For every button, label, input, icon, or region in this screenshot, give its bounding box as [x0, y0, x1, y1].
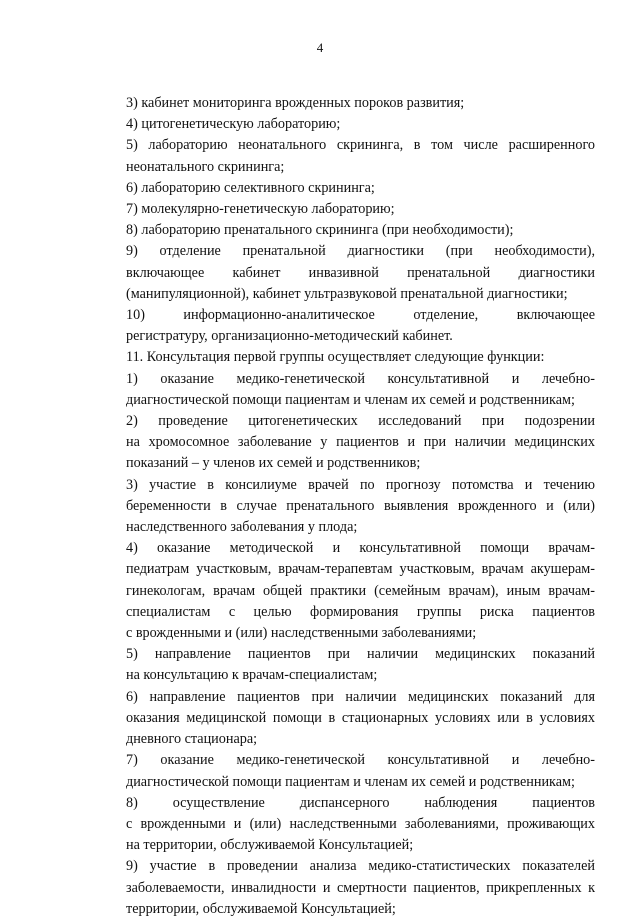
paragraph: [90, 856, 595, 920]
paragraph: [90, 178, 595, 199]
paragraph: [90, 644, 595, 686]
paragraph: [90, 347, 595, 368]
paragraph: [90, 475, 595, 539]
paragraph: [90, 369, 595, 411]
paragraph: [90, 114, 595, 135]
text-line: 3) участие в консилиуме врачей по прогнозу потомства и течению: [126, 476, 595, 493]
text-line: 5) лабораторию неонатального скрининга, в том числе расширенного: [126, 137, 595, 154]
document-body: [90, 93, 595, 920]
text-line: 4) оказание методической и консультативной помощи врачам-: [126, 540, 595, 557]
text-line: 8) осуществление диспансерного наблюдения пациентов: [126, 794, 595, 811]
text-line: территории, обслуживаемой Консультацией;: [126, 900, 396, 917]
paragraph: [90, 305, 595, 347]
text-line: на хромосомное заболевание у пациентов и при наличии медицинских: [126, 434, 595, 451]
text-line: 7) молекулярно-генетическую лабораторию;: [126, 201, 395, 218]
text-line: с врожденными и (или) наследственными заболеваниями, проживающих: [126, 815, 595, 832]
paragraph: [90, 241, 595, 305]
text-line: 3) кабинет мониторинга врожденных пороков развития;: [126, 95, 465, 111]
text-line: с врожденными и (или) наследственными заболеваниями;: [126, 625, 477, 642]
paragraph: [90, 687, 595, 751]
paragraph: [90, 199, 595, 220]
paragraph: [90, 793, 595, 857]
text-line: 7) оказание медико-генетической консультативной и лечебно-: [126, 752, 595, 769]
paragraph: [90, 220, 595, 241]
paragraph: [90, 411, 595, 475]
text-line: беременности в случае пренатального выявления врожденного и (или): [126, 497, 595, 514]
text-line: диагностической помощи пациентам и членам их семей и родственникам;: [126, 773, 575, 790]
text-line: включающее кабинет инвазивной пренатальной диагностики: [126, 264, 595, 281]
text-line: 1) оказание медико-генетической консультативной и лечебно-: [126, 370, 595, 387]
text-line: 8) лабораторию пренатального скрининга (при необходимости);: [126, 222, 514, 239]
text-line: регистратуру, организационно-методический кабинет.: [126, 328, 453, 345]
text-line: на консультацию к врачам-специалистам;: [126, 667, 378, 684]
text-line: показаний – у членов их семей и родственников;: [126, 455, 421, 472]
text-line: 4) цитогенетическую лабораторию;: [126, 116, 341, 133]
text-line: заболеваемости, инвалидности и смертности пациентов, прикрепленных к: [126, 879, 595, 896]
text-line: 6) направление пациентов при наличии медицинских показаний для: [126, 688, 595, 705]
text-line: гинекологам, врачам общей практики (семейным врачам), иным врачам-: [126, 582, 595, 599]
text-line: (манипуляционной), кабинет ультразвуковой пренатальной диагностики;: [126, 285, 568, 302]
text-line: 10) информационно-аналитическое отделение, включающее: [126, 307, 595, 324]
text-line: 11. Консультация первой группы осуществляет следующие функции:: [126, 349, 545, 366]
text-line: 9) отделение пренатальной диагностики (при необходимости),: [126, 243, 595, 260]
text-line: диагностической помощи пациентам и членам их семей и родственникам;: [126, 391, 575, 408]
text-line: 5) направление пациентов при наличии медицинских показаний: [126, 646, 595, 663]
text-line: дневного стационара;: [126, 731, 258, 748]
text-line: оказания медицинской помощи в стационарных условиях или в условиях: [126, 709, 595, 726]
text-line: наследственного заболевания у плода;: [126, 519, 358, 536]
text-line: 9) участие в проведении анализа медико-статистических показателей: [126, 858, 595, 875]
text-line: неонатального скрининга;: [126, 158, 285, 175]
paragraph: [90, 93, 595, 114]
text-line: 2) проведение цитогенетических исследований при подозрении: [126, 413, 595, 430]
paragraph: [90, 538, 595, 644]
paragraph: [90, 750, 595, 792]
text-line: на территории, обслуживаемой Консультацией;: [126, 837, 414, 854]
page-number: 4: [316, 40, 324, 55]
paragraph: [90, 135, 595, 177]
text-line: педиатрам участковым, врачам-терапевтам участковым, врачам акушерам-: [126, 561, 595, 578]
text-line: специалистам с целью формирования группы риска пациентов: [126, 603, 595, 620]
text-line: 6) лабораторию селективного скрининга;: [126, 179, 375, 196]
